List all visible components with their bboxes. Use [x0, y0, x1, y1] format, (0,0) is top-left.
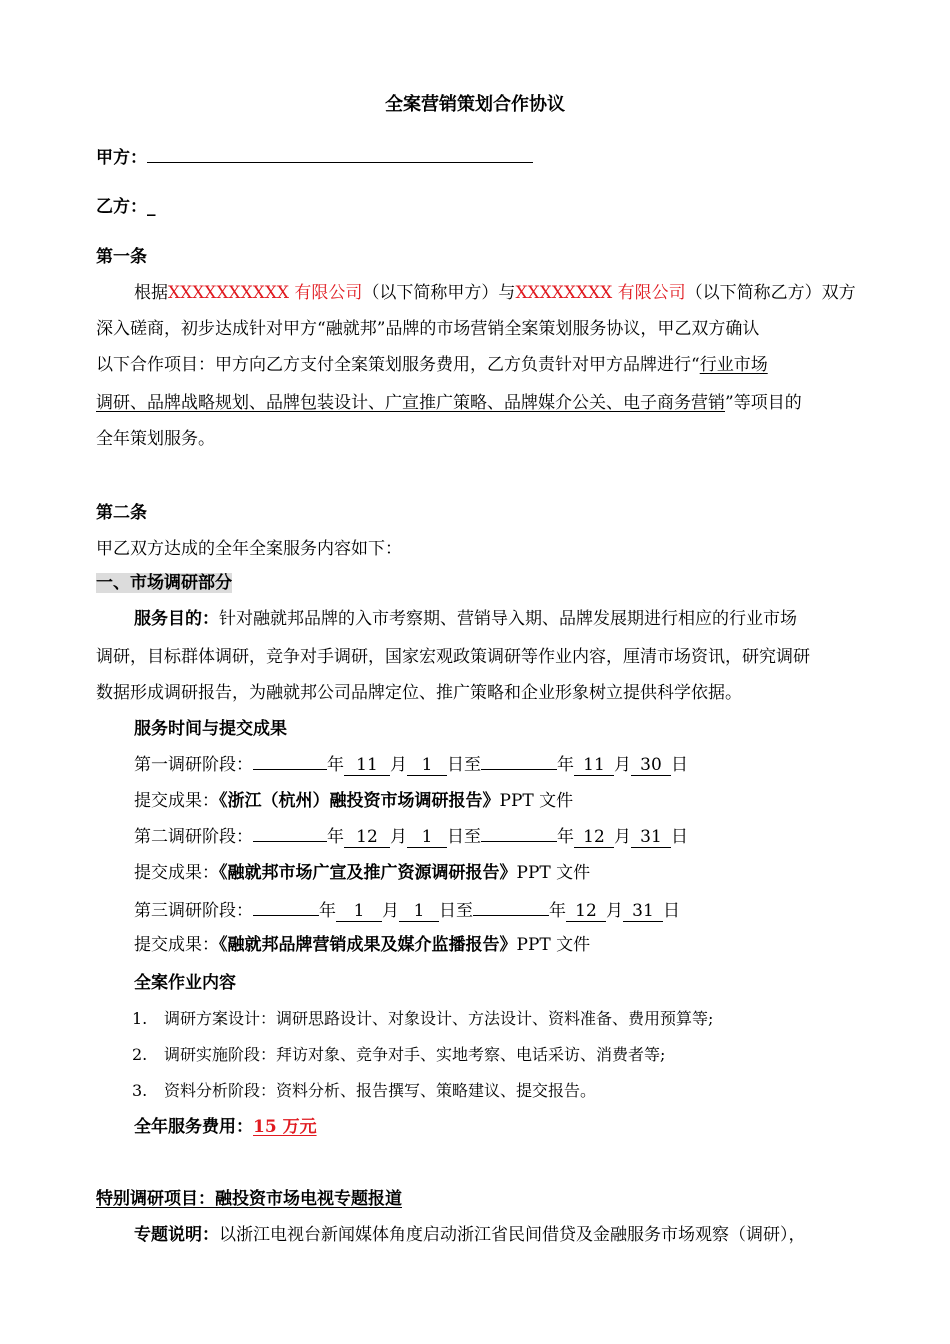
purpose-line-2: 调研，目标群体调研，竞争对手调研，国家宏观政策调研等作业内容，厘清市场资讯，研究调研: [96, 647, 810, 667]
annual-fee-line: [134, 1116, 317, 1138]
deliverable-format: PPT 文件: [516, 935, 591, 955]
date-unit: 月: [614, 827, 631, 847]
year-blank[interactable]: [473, 915, 549, 916]
month-value: 11: [574, 755, 614, 776]
article-1-heading: 第一条: [96, 247, 147, 267]
date-unit: 月: [390, 827, 407, 847]
deliverable-name: 《融就邦品牌营销成果及媒介监播报告》: [219, 935, 517, 955]
document-title: 全案营销策划合作协议: [385, 94, 565, 115]
deliverable-name: 《浙江（杭州）融投资市场调研报告》: [219, 791, 500, 811]
article-1-line-4: [96, 392, 802, 414]
date-unit: 年: [327, 827, 344, 847]
day-value: 1: [407, 827, 447, 848]
stage-3-line: [134, 900, 680, 922]
company-a-name: XXXXXXXXXX 有限公司: [168, 283, 363, 303]
year-blank[interactable]: [481, 769, 557, 770]
article-1-line-3: [96, 354, 768, 376]
deliverable-name: 《融就邦市场广宣及推广资源调研报告》: [219, 863, 517, 883]
year-blank[interactable]: [253, 915, 319, 916]
party-a-blank[interactable]: [147, 146, 533, 163]
purpose-line-1: [134, 608, 797, 630]
topic-label: 专题说明：: [134, 1225, 219, 1245]
purpose-text: 针对融就邦品牌的入市考察期、营销导入期、品牌发展期进行相应的行业市场: [219, 609, 797, 629]
special-project-heading: 特别调研项目：融投资市场电视专题报道: [96, 1189, 402, 1209]
work-heading: 全案作业内容: [134, 973, 236, 993]
section-market-research: [96, 572, 232, 594]
day-value: 31: [631, 827, 671, 848]
stage-label: 第二调研阶段：: [134, 827, 253, 847]
deliverable-label: 提交成果：: [134, 863, 219, 883]
date-unit: 日: [663, 901, 680, 921]
work-item: [132, 1080, 596, 1102]
month-value: 12: [344, 827, 390, 848]
deliverable-2-line: [134, 862, 590, 884]
article-1-text: （以下简称甲方）与: [362, 283, 516, 303]
month-value: 12: [574, 827, 614, 848]
date-unit: 日至: [439, 901, 473, 921]
stage-2-line: [134, 826, 688, 848]
work-item: [132, 1044, 665, 1066]
date-unit: 日: [671, 827, 688, 847]
deliverable-format: PPT 文件: [516, 863, 591, 883]
fee-label: 全年服务费用：: [134, 1117, 253, 1137]
party-a-label: 甲方：: [96, 148, 147, 168]
article-1-line-5: 全年策划服务。: [96, 429, 215, 449]
date-unit: 年: [549, 901, 566, 921]
year-blank[interactable]: [253, 769, 327, 770]
date-unit: 月: [614, 755, 631, 775]
article-1-text: 以下合作项目：甲方向乙方支付全案策划服务费用，乙方负责针对甲方品牌进行“: [96, 355, 700, 375]
article-1-text: ”等项目的: [725, 393, 802, 413]
date-unit: 年: [327, 755, 344, 775]
party-b-label: 乙方：: [96, 197, 147, 217]
deliverable-3-line: [134, 934, 590, 956]
list-item-text: 资料分析阶段：资料分析、报告撰写、策略建议、提交报告。: [164, 1081, 597, 1100]
party-b-line: [96, 196, 156, 218]
list-number: 3.: [132, 1081, 148, 1100]
schedule-heading: 服务时间与提交成果: [134, 719, 287, 739]
article-1-line-1: [134, 282, 856, 304]
date-unit: 日至: [447, 755, 481, 775]
purpose-line-3: 数据形成调研报告，为融就邦公司品牌定位、推广策略和企业形象树立提供科学依据。: [96, 683, 742, 703]
year-blank[interactable]: [481, 841, 557, 842]
date-unit: 年: [557, 827, 574, 847]
list-item-text: 调研方案设计：调研思路设计、对象设计、方法设计、资料准备、费用预算等;: [164, 1009, 714, 1028]
fee-value: 15 万元: [253, 1117, 317, 1137]
party-a-line: [96, 146, 533, 169]
date-unit: 日至: [447, 827, 481, 847]
year-blank[interactable]: [253, 841, 327, 842]
purpose-label: 服务目的：: [134, 609, 219, 629]
date-unit: 年: [319, 901, 336, 921]
month-value: 11: [344, 755, 390, 776]
deliverable-format: PPT 文件: [499, 791, 574, 811]
article-1-line-2: 深入磋商，初步达成针对甲方“融就邦”品牌的市场营销全案策划服务协议，甲乙双方确认: [96, 319, 760, 339]
date-unit: 日: [671, 755, 688, 775]
list-number: 2.: [132, 1045, 148, 1064]
date-unit: 月: [606, 901, 623, 921]
service-scope-text: 行业市场: [699, 355, 768, 375]
topic-text: 以浙江电视台新闻媒体角度启动浙江省民间借贷及金融服务市场观察（调研），: [219, 1225, 806, 1245]
company-b-name: XXXXXXXX 有限公司: [515, 283, 686, 303]
day-value: 1: [399, 901, 439, 922]
article-2-heading: 第二条: [96, 503, 147, 523]
date-unit: 年: [557, 755, 574, 775]
deliverable-1-line: [134, 790, 573, 812]
day-value: 30: [631, 755, 671, 776]
month-value: 1: [336, 901, 382, 922]
section-heading: 一、市场调研部分: [96, 573, 232, 593]
day-value: 31: [623, 901, 663, 922]
deliverable-label: 提交成果：: [134, 935, 219, 955]
stage-label: 第三调研阶段：: [134, 901, 253, 921]
article-2-intro: 甲乙双方达成的全年全案服务内容如下：: [96, 539, 402, 559]
month-value: 12: [566, 901, 606, 922]
day-value: 1: [407, 755, 447, 776]
stage-1-line: [134, 754, 688, 776]
article-1-text: 根据: [134, 283, 168, 303]
date-unit: 月: [382, 901, 399, 921]
work-item: [132, 1008, 713, 1030]
list-item-text: 调研实施阶段：拜访对象、竞争对手、实地考察、电话采访、消费者等;: [164, 1045, 666, 1064]
topic-line: [134, 1224, 806, 1246]
stage-label: 第一调研阶段：: [134, 755, 253, 775]
deliverable-label: 提交成果：: [134, 791, 219, 811]
party-b-blank[interactable]: _: [147, 197, 156, 217]
date-unit: 月: [390, 755, 407, 775]
article-1-text: （以下简称乙方）双方: [685, 283, 856, 303]
service-scope-text: 调研、品牌战略规划、品牌包装设计、广宣推广策略、品牌媒介公关、电子商务营销: [96, 393, 725, 413]
list-number: 1.: [132, 1009, 148, 1028]
